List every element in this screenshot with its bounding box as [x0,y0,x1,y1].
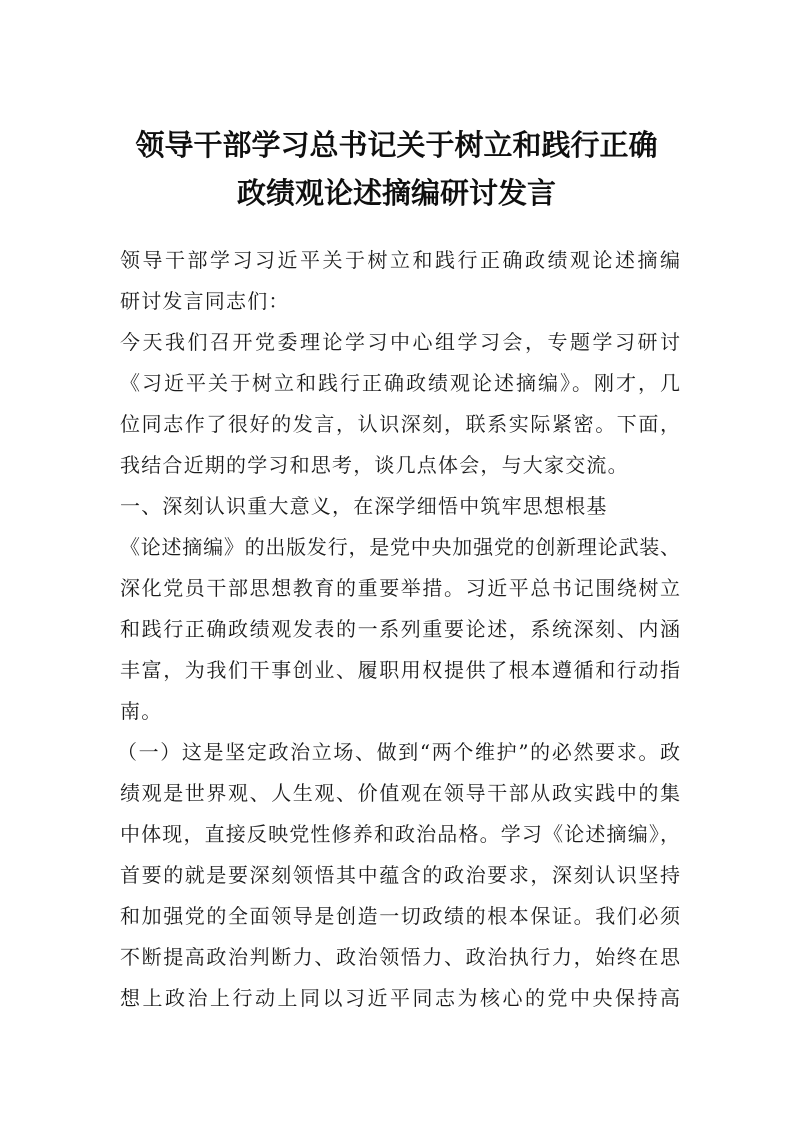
body-line: 研讨发言同志们： [120,289,290,313]
body-line: 丰富，为我们干事创业、履职用权提供了根本遵循和行动指 [120,658,680,682]
body-line: 中体现，直接反映党性修养和政治品格。学习《论述摘编》， [120,822,680,846]
body-line: 我结合近期的学习和思考，谈几点体会，与大家交流。 [120,453,629,477]
document-title-line-2: 政绩观论述摘编研讨发言 [236,176,556,210]
body-line: 位同志作了很好的发言，认识深刻，联系实际紧密。下面， [120,412,680,436]
body-line: 想上政治上行动上同以习近平同志为核心的党中央保持高 [120,986,680,1010]
document-title-line-1: 领导干部学习总书记关于树立和践行正确 [135,128,658,162]
body-line: 《论述摘编》的出版发行，是党中央加强党的创新理论武装、 [120,535,680,559]
body-line: 南。 [120,699,163,723]
section-heading: 一、深刻认识重大意义，在深学细悟中筑牢思想根基 [120,494,608,518]
body-line: 领导干部学习习近平关于树立和践行正确政绩观论述摘编 [120,248,680,272]
subsection-heading-line: （一）这是坚定政治立场、做到“两个维护”的必然要求。政 [117,740,680,764]
body-line: 今天我们召开党委理论学习中心组学习会，专题学习研讨 [120,330,680,354]
body-line: 和践行正确政绩观发表的一系列重要论述，系统深刻、内涵 [120,617,680,641]
body-line: 首要的就是要深刻领悟其中蕴含的政治要求，深刻认识坚持 [120,863,680,887]
body-line: 《习近平关于树立和践行正确政绩观论述摘编》。刚才，几 [120,371,680,395]
body-line: 不断提高政治判断力、政治领悟力、政治执行力，始终在思 [120,945,680,969]
body-line: 和加强党的全面领导是创造一切政绩的根本保证。我们必须 [120,904,680,928]
document-body [117,240,680,1019]
body-line: 绩观是世界观、人生观、价值观在领导干部从政实践中的集 [120,781,680,805]
body-line: 深化党员干部思想教育的重要举措。习近平总书记围绕树立 [120,576,680,600]
